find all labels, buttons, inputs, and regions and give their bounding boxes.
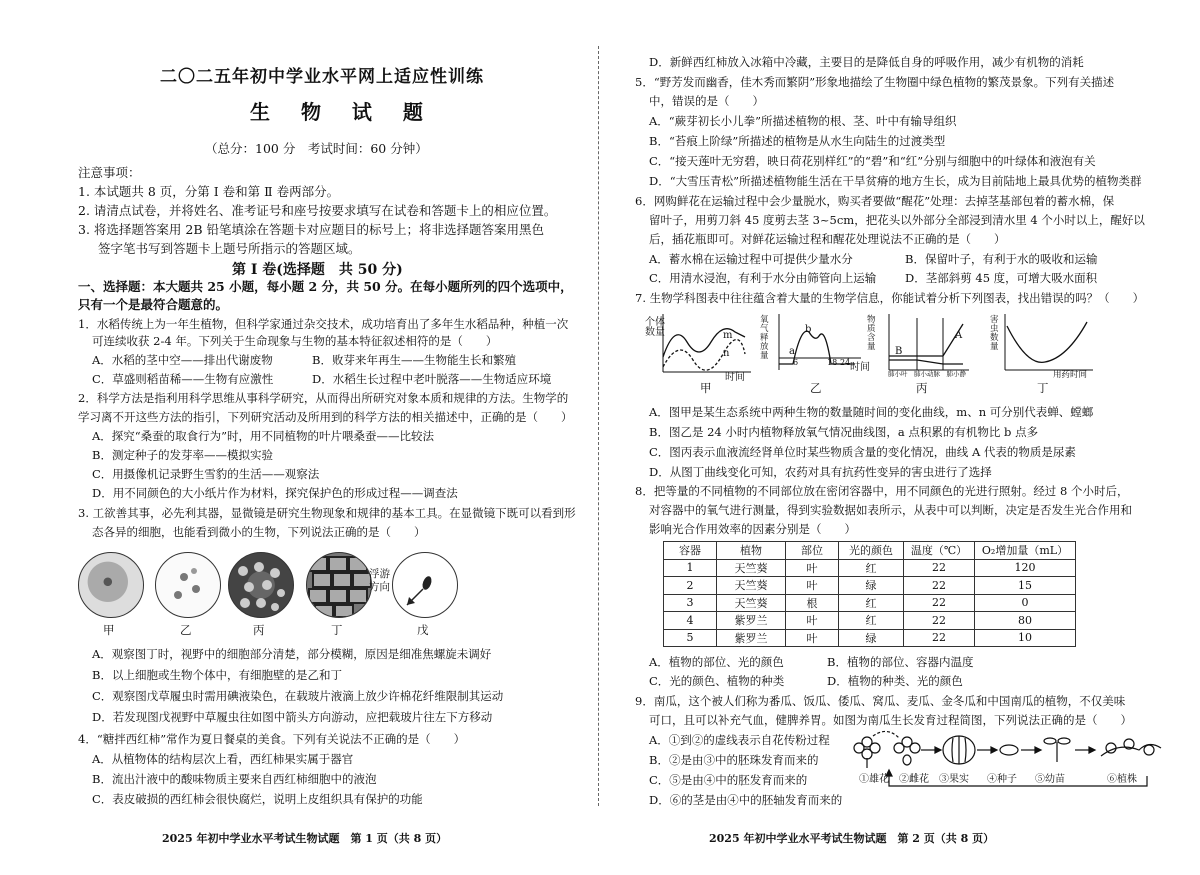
note-3-cont: 签字笔书写到答题卡上题号所指示的答题区域。 — [98, 241, 361, 256]
notes-title: 注意事项： — [78, 165, 141, 180]
q9-option-d: D．⑥的茎是由④中的胚轴发育而来的 — [649, 793, 843, 807]
q5-option-c: C．“接天莲叶无穷碧，映日荷花别样红”的“碧”和“红”分别与细胞中的叶绿体和液泡有关 — [649, 154, 1096, 168]
page-1 — [0, 0, 598, 875]
exam-meta: （总分：100 分 考试时间：60 分钟） — [205, 141, 428, 156]
q1-option-d: D．水稻生长过程中老叶脱落——生物适应环境 — [312, 372, 552, 386]
q5-stem-2: 中，错误的是（ ） — [649, 94, 764, 108]
q5-option-d: D．“大雪压青松”所描述植物能生活在干旱贫瘠的地方生长，成为目前陆地上最具优势的植物类群 — [649, 174, 1142, 188]
q5-option-b: B．“苔痕上阶绿”所描述的植物是从水生向陆生的过渡类型 — [649, 134, 946, 148]
g2-ylabel: 氧 气 释 放 量 — [760, 315, 769, 361]
q8-option-d: D．植物的种类、光的颜色 — [827, 674, 963, 688]
swim-direction-label: 浮游 方向 — [369, 568, 390, 593]
table-cell: 2 — [664, 577, 717, 595]
table-row — [664, 629, 1076, 647]
q9-stem: 9．南瓜，这个被人们称为番瓜、饭瓜、倭瓜、窝瓜、麦瓜、金冬瓜和中国南瓜的植物，不仅美味 — [635, 694, 1126, 708]
q9-option-c: C．⑤是由④中的胚发育而来的 — [649, 773, 808, 787]
q7-option-c: C．图丙表示血液流经肾单位时某些物质含量的变化情况，曲线 A 代表的物质是尿素 — [649, 445, 1076, 459]
table-cell: 天竺葵 — [717, 577, 786, 595]
q4-option-d: D．新鲜西红柿放入冰箱中冷藏，主要目的是降低自身的呼吸作用，减少有机物的消耗 — [649, 55, 1084, 69]
col-header: 温度（℃） — [904, 542, 975, 560]
table-cell: 0 — [975, 594, 1076, 612]
table-cell: 22 — [904, 577, 975, 595]
table-cell: 紫罗兰 — [717, 629, 786, 647]
table-cell: 22 — [904, 559, 975, 577]
q8-stem: 8．把等量的不同植物的不同部位放在密闭容器中，用不同颜色的光进行照射。经过 8 个小时后， — [635, 484, 1129, 498]
q8-option-a: A．植物的部位、光的颜色 — [649, 655, 784, 669]
g2-xlabel: 时间 — [850, 362, 870, 373]
g4-ylabel: 害 虫 数 量 — [990, 315, 999, 352]
q4-option-b: B．流出汁液中的酸味物质主要来自西红柿细胞中的液泡 — [92, 772, 377, 786]
table-cell: 3 — [664, 594, 717, 612]
g2-t6: 6 — [793, 358, 799, 367]
g2-b: b — [805, 324, 812, 335]
microscope-view-bing — [228, 552, 294, 618]
table-cell: 天竺葵 — [717, 559, 786, 577]
microscope-view-jia — [78, 552, 144, 618]
q6-stem: 6．网购鲜花在运输过程中会少量脱水，购买者要做“醒花”处理：去掉茎基部包着的蓄水棉，保 — [635, 194, 1115, 208]
q8-stem-2: 对容器中的氧气进行测量，得到实验数据如表所示，从表中可以判断，决定是否发生光合作用和 — [649, 503, 1132, 517]
table-cell: 根 — [786, 594, 839, 612]
col-header: 光的颜色 — [839, 542, 904, 560]
q2-option-b: B．测定种子的发芽率——模拟实验 — [92, 448, 273, 462]
table-cell: 1 — [664, 559, 717, 577]
q2-option-c: C．用摄像机记录野生雪豹的生活——观察法 — [92, 467, 320, 481]
table-row — [664, 612, 1076, 630]
fig-label-wu: 戊 — [417, 623, 429, 637]
table-header-row — [664, 542, 1076, 560]
table-row — [664, 594, 1076, 612]
table-cell: 红 — [839, 559, 904, 577]
section-1-title: 第 Ⅰ 卷(选择题 共 50 分) — [232, 262, 403, 278]
table-cell: 叶 — [786, 577, 839, 595]
table-cell: 5 — [664, 629, 717, 647]
fig-label-jia: 甲 — [103, 623, 115, 637]
g1-xlabel: 时间 — [725, 372, 745, 383]
q1-option-a: A．水稻的茎中空——排出代谢废物 — [92, 353, 273, 367]
g1-n: n — [723, 348, 730, 359]
note-1: 1. 本试题共 8 页，分第 Ⅰ 卷和第 Ⅱ 卷两部分。 — [78, 184, 340, 199]
table-cell: 10 — [975, 629, 1076, 647]
q1-option-c: C．草盛则稻苗稀——生物有应激性 — [92, 372, 274, 386]
table-cell: 叶 — [786, 629, 839, 647]
col-header: 容器 — [664, 542, 717, 560]
g2-t18: 18 — [827, 358, 838, 367]
subject-title: 生 物 试 题 — [250, 100, 435, 124]
instructions-line-2: 只有一个是最符合题意的。 — [78, 297, 229, 312]
q8-option-b: B．植物的部位、容器内温度 — [827, 655, 974, 669]
q6-stem-2: 留叶子，用剪刀斜 45 度剪去茎 3~5cm，把花头以外部分全部浸到清水里 4 个小时以上，醒好以 — [649, 213, 1145, 227]
q7-stem: 7. 生物学科图表中往往蕴含着大量的生物学信息，你能试着分析下列图表，找出错误的吗？（ ） — [635, 291, 1145, 305]
table-cell: 绿 — [839, 629, 904, 647]
table-cell: 天竺葵 — [717, 594, 786, 612]
q6-stem-3: 后，插花瓶即可。对鲜花运输过程和醒花处理说法不正确的是（ ） — [649, 232, 1006, 246]
g-label-jia: 甲 — [700, 381, 712, 395]
q4-option-a: A．从植物体的结构层次上看，西红柿果实属于器官 — [92, 752, 354, 766]
page-1-footer: 2025 年初中学业水平考试生物试题 第 1 页（共 8 页） — [162, 832, 448, 845]
table-cell: 22 — [904, 594, 975, 612]
table-row — [664, 577, 1076, 595]
q6-option-d: D．茎部斜剪 45 度，可增大吸水面积 — [905, 271, 1098, 285]
table-cell: 绿 — [839, 577, 904, 595]
table-cell: 4 — [664, 612, 717, 630]
table-cell: 22 — [904, 629, 975, 647]
col-header: O₂增加量（mL） — [975, 542, 1076, 560]
microscope-view-wu — [392, 552, 458, 618]
q4-stem: 4．“糖拌西红柿”常作为夏日餐桌的美食。下列有关说法不正确的是（ ） — [78, 732, 466, 746]
q2-option-a: A．探究“桑蚕的取食行为”时，用不同植物的叶片喂桑蚕——比较法 — [92, 429, 435, 443]
g3-ylabel: 物 质 含 量 — [867, 315, 876, 352]
q6-option-b: B．保留叶子，有利于水的吸收和运输 — [905, 252, 1098, 266]
g1-m: m — [723, 330, 733, 341]
page-divider — [598, 46, 599, 806]
microscope-view-ding — [306, 552, 372, 618]
table-cell: 80 — [975, 612, 1076, 630]
exam-title: 二〇二五年初中学业水平网上适应性训练 — [160, 67, 484, 87]
fig-label-seedling: ⑤幼苗 — [1035, 774, 1065, 785]
g-label-ding: 丁 — [1037, 381, 1049, 395]
q1-option-b: B．败芽来年再生——生物能生长和繁殖 — [312, 353, 516, 367]
table-cell: 紫罗兰 — [717, 612, 786, 630]
q4-option-c: C．表皮破损的西红柿会很快腐烂，说明上皮组织具有保护的功能 — [92, 792, 423, 806]
q2-stem: 2．科学方法是指利用科学思维从事科学研究，从而得出所研究对象本质和规律的方法。生物学的 — [78, 391, 569, 405]
microscope-view-yi — [155, 552, 221, 618]
table-cell: 120 — [975, 559, 1076, 577]
q7-option-b: B．图乙是 24 小时内植物释放氧气情况曲线图，a 点积累的有机物比 b 点多 — [649, 425, 1039, 439]
note-3: 3. 将选择题答案用 2B 铅笔填涂在答题卡对应题目的标号上；将非选择题答案用黑色 — [78, 222, 544, 237]
q3-stem: 3. 工欲善其事，必先利其器，显微镜是研究生物现象和规律的基本工具。在显微镜下既可以看到形 — [78, 506, 576, 520]
fig-label-ding: 丁 — [331, 623, 343, 637]
page-2 — [605, 0, 1200, 875]
fig-label-fruit: ③果实 — [939, 774, 969, 785]
note-2: 2. 请清点试卷，并将姓名、准考证号和座号按要求填写在试卷和答题卡上的相应位置。 — [78, 203, 557, 218]
q9-option-b: B．②是由③中的胚珠发育而来的 — [649, 753, 819, 767]
table-cell: 15 — [975, 577, 1076, 595]
q8-data-table — [663, 541, 1076, 647]
q5-option-a: A．“蕨芽初长小儿拳”所描述植物的根、茎、叶中有输导组织 — [649, 114, 957, 128]
q3-stem-2: 态各异的细胞，也能看到微小的生物，下列说法正确的是（ ） — [92, 525, 426, 539]
instructions-line-1: 一、选择题：本大题共 25 小题，每小题 2 分，共 50 分。在每小题所列的四个选项中， — [78, 279, 573, 294]
table-row — [664, 559, 1076, 577]
fig-label-plant: ⑥植株 — [1107, 774, 1137, 785]
q3-option-a: A．观察图丁时，视野中的细胞部分清楚，部分模糊，原因是细准焦螺旋未调好 — [92, 647, 492, 661]
table-cell: 叶 — [786, 612, 839, 630]
q6-option-a: A．蓄水棉在运输过程中可提供少量水分 — [649, 252, 853, 266]
g2-a: a — [789, 346, 795, 357]
q3-option-b: B．以上细胞或生物个体中，有细胞壁的是乙和丁 — [92, 668, 342, 682]
q5-stem: 5．“野芳发而幽香，佳木秀而繁阴”形象地描绘了生物圈中绿色植物的繁茂景象。下列有关描述 — [635, 75, 1115, 89]
page-2-footer: 2025 年初中学业水平考试生物试题 第 2 页（共 8 页） — [709, 832, 995, 845]
q3-option-d: D．若发现图戊视野中草履虫往如图中箭头方向游动，应把载玻片往左下方移动 — [92, 710, 493, 724]
q6-option-c: C．用清水浸泡，有利于水分由筛管向上运输 — [649, 271, 877, 285]
table-cell: 红 — [839, 612, 904, 630]
g1-ylabel: 个体 数量 — [645, 317, 665, 338]
fig-label-male-flower: ①雄花 — [859, 774, 889, 785]
table-cell: 红 — [839, 594, 904, 612]
q7-option-a: A．图甲是某生态系统中两种生物的数量随时间的变化曲线，m、n 可分别代表蝉、螳螂 — [649, 405, 1094, 419]
table-cell: 叶 — [786, 559, 839, 577]
g2-t24: 24 — [840, 358, 851, 367]
q7-option-d: D．从图丁曲线变化可知，农药对具有抗药性变异的害虫进行了选择 — [649, 465, 992, 479]
q2-stem-2: 学习离不开这些方法的指引，下列研究活动及所用到的科学方法的相关描述中，正确的是（ ） — [78, 410, 573, 424]
q9-option-a: A．①到②的虚线表示自花传粉过程 — [649, 733, 830, 747]
q2-option-d: D．用不同颜色的大小纸片作为材料，探究保护色的形成过程——调查法 — [92, 486, 458, 500]
q8-option-c: C．光的颜色、植物的种类 — [649, 674, 785, 688]
col-header: 部位 — [786, 542, 839, 560]
g3-B: B — [895, 346, 903, 357]
g3-A: A — [955, 330, 963, 341]
fig-label-yi: 乙 — [180, 623, 192, 637]
g-label-bing: 丙 — [916, 381, 928, 395]
q1-stem: 1．水稻传统上为一年生植物，但科学家通过杂交技术，成功培育出了多年生水稻品种，种植一次 — [78, 317, 569, 331]
q1-stem-2: 可连续收获 2-4 年。下列关于生命现象与生物的基本特征叙述相符的是（ ） — [92, 334, 498, 348]
fig-label-bing: 丙 — [253, 623, 265, 637]
fig-label-female-flower: ②雌花 — [899, 774, 929, 785]
fig-label-seed: ④种子 — [987, 774, 1017, 785]
g-label-yi: 乙 — [810, 381, 822, 395]
q8-stem-3: 影响光合作用效率的因素分别是（ ） — [649, 522, 856, 536]
q9-stem-2: 可口，且可以补充气血，健脾养胃。如图为南瓜生长发育过程简图，下列说法正确的是（ ） — [649, 713, 1132, 727]
g4-xlabel: 用药时间 — [1053, 370, 1088, 380]
table-cell: 22 — [904, 612, 975, 630]
g3-xlabels: 肺小叶 肺小动脉 肺小静 — [888, 370, 966, 378]
q3-option-c: C．观察图戊草履虫时需用碘液染色，在载玻片液滴上放少许棉花纤维限制其运动 — [92, 689, 504, 703]
col-header: 植物 — [717, 542, 786, 560]
